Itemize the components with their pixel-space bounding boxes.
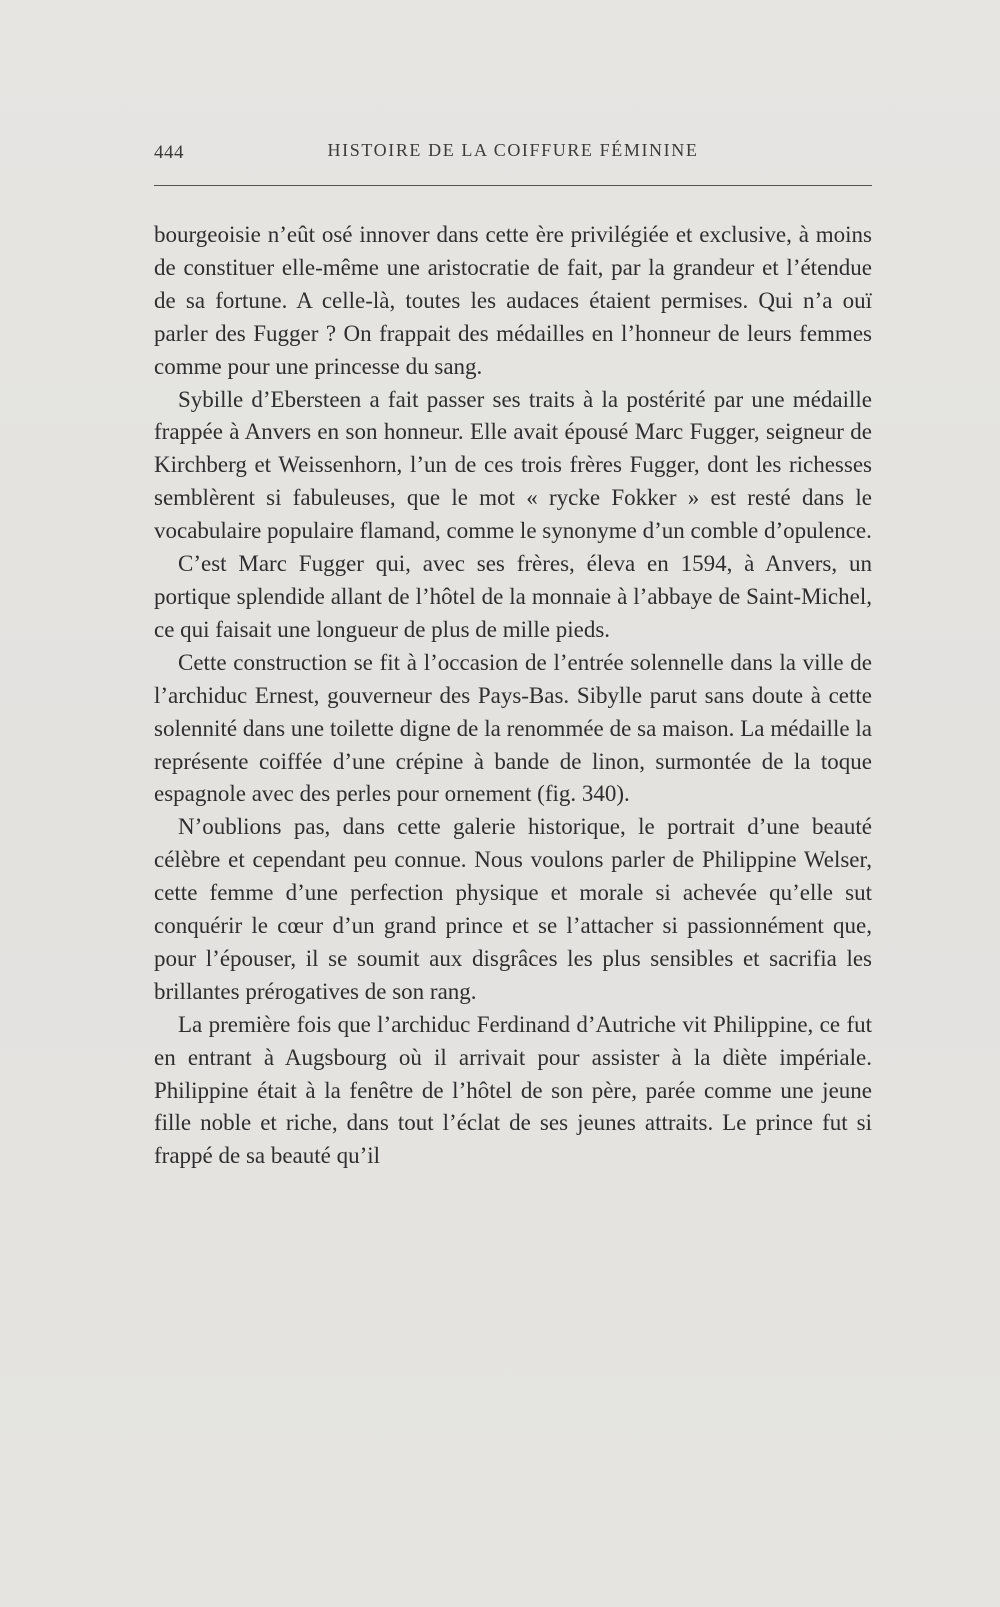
running-head bbox=[154, 138, 872, 172]
paragraph-6: La première fois que l’archiduc Ferdinand d’Autriche vit Philippine, ce fut en entrant à Augsbourg où il arrivait pour assister à la diète impériale. Philippine était à la fenêtre de l’hôtel de son père, parée comme une jeune fille noble et riche, dans tout l’éclat de ses jeunes attraits. Le prince fut si frappé de sa beauté qu’il bbox=[154, 1011, 872, 1169]
paragraph-4: Cette construction se fit à l’occasion de l’entrée solennelle dans la ville de l’archiduc Ernest, gouverneur des Pays-Bas. Sibylle parut sans doute à cette solennité dans une toilette digne de la renommée de sa maison. La médaille la représente coiffée d’une crépine à bande de linon, surmontée de la toque espagnole avec des perles pour ornement (fig. 340). bbox=[154, 649, 872, 807]
book-title: HISTOIRE DE LA COIFFURE FÉMININE bbox=[327, 140, 699, 160]
paragraph-2: Sybille d’Ebersteen a fait passer ses traits à la postérité par une médaille frappée à Anvers en son honneur. Elle avait épousé Marc Fugger, seigneur de Kirchberg et Weissenhorn, l’un de ces trois frères Fugger, dont les richesses semblèrent si fabuleuses, que le mot « rycke Fokker » est resté dans le vocabulaire populaire flamand, comme le synonyme d’un comble d’opulence. bbox=[154, 386, 872, 544]
paragraph-3: C’est Marc Fugger qui, avec ses frères, éleva en 1594, à Anvers, un portique splendide allant de l’hôtel de la monnaie à l’abbaye de Saint-Michel, ce qui faisait une longueur de plus de mille pieds. bbox=[154, 551, 872, 642]
paragraph-1: bourgeoisie n’eût osé innover dans cette ère privilégiée et exclusive, à moins de constituer elle-même une aristocratie de fait, par la grandeur et l’étendue de sa fortune. A celle-là, toutes les audaces étaient permises. Qui n’a ouï parler des Fugger ? On frappait des médailles en l’honneur de leurs femmes comme pour une princesse du sang. bbox=[154, 222, 872, 379]
paragraph-5: N’oublions pas, dans cette galerie historique, le portrait d’une beauté célèbre et cependant peu connue. Nous voulons parler de Philippine Welser, cette femme d’une perfection physique et morale si achevée qu’elle sut conquérir le cœur d’un grand prince et se l’attacher si passionnément que, pour l’épouser, il se soumit aux disgrâces les plus sensibles et sacrifia les brillantes prérogatives de son rang. bbox=[154, 814, 872, 1004]
page-number: 444 bbox=[154, 142, 184, 163]
text-body bbox=[154, 219, 872, 1173]
header-rule bbox=[154, 185, 872, 186]
